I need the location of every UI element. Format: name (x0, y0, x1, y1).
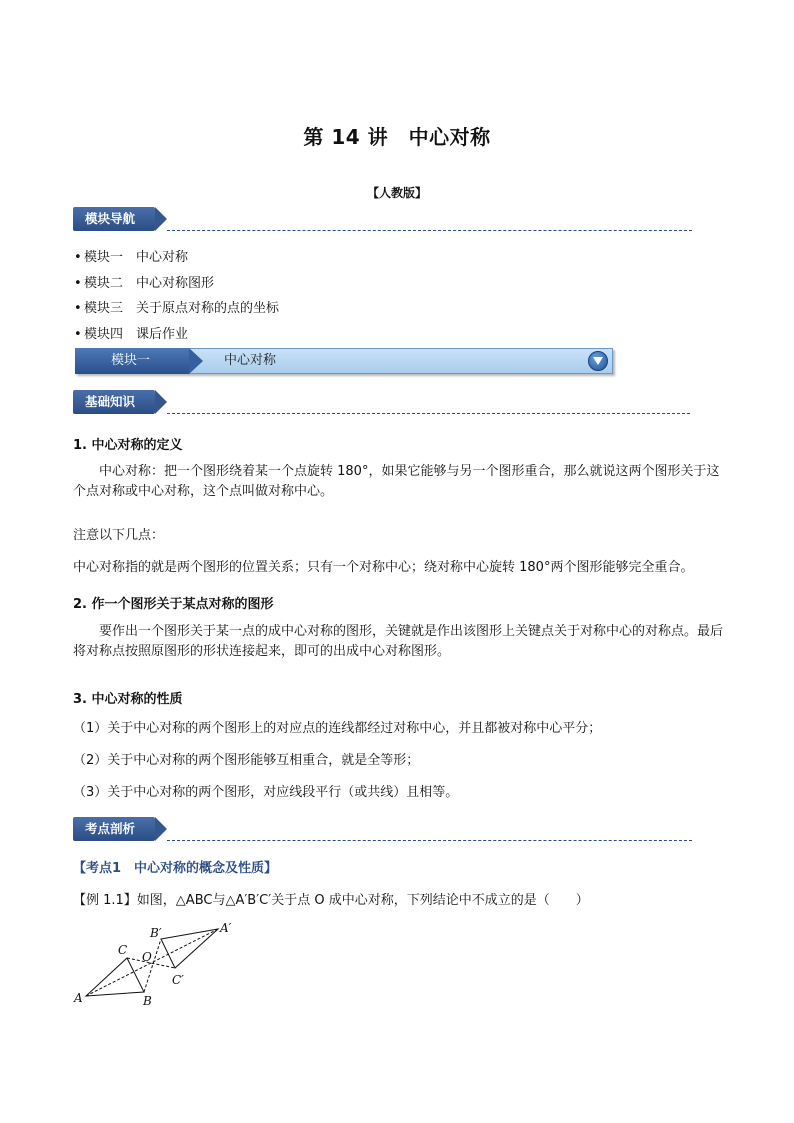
label-B-prime: B′ (150, 926, 162, 940)
property-1: （1）关于中心对称的两个图形上的对应点的连线都经过对称中心，并且都被对称中心平分； (73, 721, 602, 736)
property-2: （2）关于中心对称的两个图形能够互相重合，就是全等形； (73, 753, 420, 768)
section-divider (167, 230, 692, 231)
label-A: A (74, 991, 83, 1005)
triangle-abc (86, 958, 144, 996)
section-divider (167, 413, 690, 414)
section-tag-basics-label: 基础知识 (85, 394, 136, 409)
kaodian-title: 【考点1 中心对称的概念及性质】 (73, 861, 278, 876)
nav-item-label: 模块二 中心对称图形 (84, 276, 215, 291)
nav-item-label: 模块四 课后作业 (84, 327, 189, 342)
nav-item-4[interactable] (74, 323, 188, 342)
label-C: C (118, 943, 128, 957)
nav-item-1[interactable] (74, 246, 188, 265)
bullet-icon: • (74, 276, 82, 291)
edition-label: 【人教版】 (366, 186, 427, 200)
property-3: （3）关于中心对称的两个图形，对应线段平行（或共线）且相等。 (73, 785, 459, 800)
section-tag-basics (73, 390, 155, 414)
example-1-1: 【例 1.1】如图，△ABC与△A′B′C′关于点 O 成中心对称，下列结论中不成立的是（ ） (73, 893, 589, 908)
bullet-icon: • (74, 301, 82, 316)
bullet-icon: • (74, 250, 82, 265)
section-tag-analysis-label: 考点剖析 (85, 821, 136, 836)
section-divider (167, 840, 692, 841)
label-B: B (143, 994, 152, 1006)
heading-construct: 2. 作一个图形关于某点对称的图形 (73, 597, 274, 612)
bullet-icon: • (74, 327, 82, 342)
paragraph-construct: 要作出一个图形关于某一点的成中心对称的图形，关键就是作出该图形上关键点关于对称中心的对称点。最后将对称点按照原图形的形状连接起来，即可的出成中心对称图形。 (73, 624, 724, 659)
section-tag-analysis (73, 817, 155, 841)
note-title: 注意以下几点： (73, 528, 165, 543)
module-bar-title: 中心对称 (224, 353, 277, 368)
chevron-down-circle-icon[interactable] (588, 351, 608, 371)
section-tag-nav-label: 模块导航 (85, 211, 136, 226)
heading-properties: 3. 中心对称的性质 (73, 692, 183, 707)
label-A-prime: A′ (220, 921, 232, 935)
module-bar-left: 模块一 (75, 348, 189, 374)
paragraph-definition: 中心对称：把一个图形绕着某一个点旋转 180°，如果它能够与另一个图形重合，那么就说这两个图形关于这个点对称或中心对称，这个点叫做对称中心。 (73, 464, 720, 499)
nav-item-label: 模块一 中心对称 (84, 250, 189, 265)
label-C-prime: C′ (172, 973, 184, 987)
nav-item-3[interactable] (74, 297, 279, 316)
note-text: 中心对称指的就是两个图形的位置关系；只有一个对称中心；绕对称中心旋转 180°两个图形能够完全重合。 (73, 560, 694, 575)
heading-definition: 1. 中心对称的定义 (73, 438, 183, 453)
label-O: O (142, 950, 152, 964)
section-tag-nav (73, 207, 155, 231)
nav-item-2[interactable] (74, 272, 214, 291)
page-title: 第 14 讲 中心对称 (303, 125, 491, 149)
nav-item-label: 模块三 关于原点对称的点的坐标 (84, 301, 280, 316)
triangle-a2b2c2 (161, 929, 218, 968)
geometry-figure (70, 916, 250, 1006)
